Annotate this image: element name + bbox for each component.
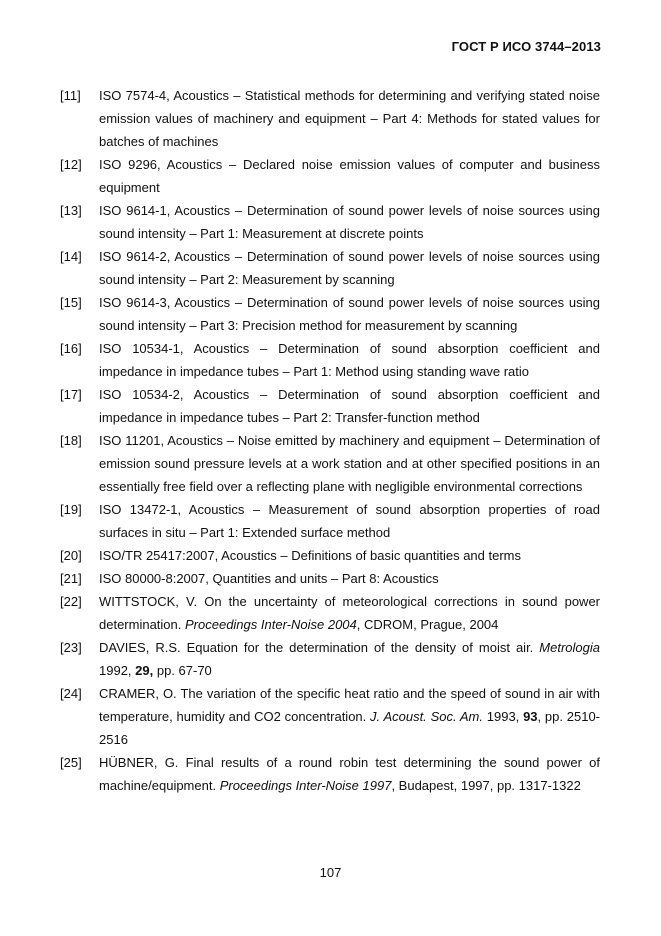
reference-segment: CRAMER, O. The variation of the specific heat ratio and the speed of sound in air with temperature, humidity and CO2 concentration. (99, 686, 600, 724)
reference-item (60, 498, 600, 544)
reference-number: [19] (60, 502, 82, 517)
reference-item (60, 636, 600, 682)
reference-text (99, 429, 600, 498)
reference-number: [13] (60, 203, 82, 218)
reference-number: [15] (60, 295, 82, 310)
reference-segment: ISO/TR 25417:2007, Acoustics – Definitions of basic quantities and terms (99, 548, 522, 563)
reference-text (99, 84, 600, 153)
reference-number: [22] (60, 594, 82, 609)
reference-item (60, 153, 600, 199)
reference-journal: Proceedings Inter-Noise 1997 (219, 778, 392, 793)
reference-number: [21] (60, 571, 82, 586)
reference-journal: Metrologia (539, 640, 600, 655)
reference-segment: ISO 10534-2, Acoustics – Determination of sound absorption coefficient and impedance in impedance tubes – Part 2: Transfer-function method (99, 387, 600, 425)
reference-segment: HÜBNER, G. Final results of a round robin test determining the sound power of machine/equipment. (99, 755, 600, 793)
reference-number: [12] (60, 157, 82, 172)
reference-item (60, 544, 600, 567)
reference-text (99, 383, 600, 429)
reference-item (60, 291, 600, 337)
reference-number: [14] (60, 249, 82, 264)
reference-segment: , pp. 2510-2516 (99, 709, 600, 747)
reference-segment: DAVIES, R.S. Equation for the determination of the density of moist air. (99, 640, 540, 655)
reference-item (60, 751, 600, 797)
reference-segment: ISO 9614-1, Acoustics – Determination of sound power levels of noise sources using sound intensity – Part 1: Measurement at discrete points (99, 203, 600, 241)
reference-item (60, 567, 600, 590)
reference-volume: 93 (523, 709, 538, 724)
reference-item (60, 682, 600, 751)
reference-item (60, 337, 600, 383)
reference-list (60, 84, 600, 797)
reference-item (60, 245, 600, 291)
reference-text (99, 498, 600, 544)
reference-item (60, 199, 600, 245)
reference-text (99, 567, 600, 590)
reference-number: [23] (60, 640, 82, 655)
reference-number: [25] (60, 755, 82, 770)
reference-number: [24] (60, 686, 82, 701)
reference-segment: ISO 10534-1, Acoustics – Determination of sound absorption coefficient and impedance in impedance tubes – Part 1: Method using standing wave ratio (99, 341, 600, 379)
reference-journal: J. Acoust. Soc. Am. (370, 709, 483, 724)
standard-header: ГОСТ Р ИСО 3744–2013 (451, 39, 601, 54)
reference-text (99, 337, 600, 383)
reference-segment: 1993, (482, 709, 524, 724)
reference-journal: Proceedings Inter-Noise 2004 (185, 617, 357, 632)
reference-text (99, 751, 600, 797)
reference-item (60, 383, 600, 429)
reference-segment: ISO 9614-3, Acoustics – Determination of sound power levels of noise sources using sound intensity – Part 3: Precision method for measurement by scanning (99, 295, 600, 333)
reference-number: [11] (60, 88, 81, 103)
reference-segment: ISO 13472-1, Acoustics – Measurement of sound absorption properties of road surfaces in situ – Part 1: Extended surface method (99, 502, 600, 540)
reference-text (99, 153, 600, 199)
reference-segment: 1992, (99, 663, 136, 678)
reference-segment: pp. 67-70 (153, 663, 212, 678)
reference-text (99, 636, 600, 682)
reference-segment: , CDROM, Prague, 2004 (356, 617, 499, 632)
reference-segment: ISO 9614-2, Acoustics – Determination of sound power levels of noise sources using sound intensity – Part 2: Measurement by scanning (99, 249, 600, 287)
reference-text (99, 245, 600, 291)
reference-text (99, 544, 600, 567)
reference-item (60, 590, 600, 636)
reference-number: [17] (60, 387, 82, 402)
reference-segment: ISO 9296, Acoustics – Declared noise emission values of computer and business equipment (99, 157, 600, 195)
reference-number: [16] (60, 341, 82, 356)
reference-segment: ISO 11201, Acoustics – Noise emitted by machinery and equipment – Determination of emission sound pressure levels at a work station and at other specified positions in an essentially free field over a reflecting plane with negligible environmental corrections (99, 433, 600, 494)
reference-segment: ISO 80000-8:2007, Quantities and units – Part 8: Acoustics (99, 571, 439, 586)
reference-volume: 29, (135, 663, 154, 678)
reference-text (99, 291, 600, 337)
reference-text (99, 590, 600, 636)
reference-text (99, 682, 600, 751)
reference-segment: ISO 7574-4, Acoustics – Statistical methods for determining and verifying stated noise emission values of machinery and equipment – Part 4: Methods for stated values for batches of machines (99, 88, 600, 149)
reference-item (60, 429, 600, 498)
reference-segment: WITTSTOCK, V. On the uncertainty of meteorological corrections in sound power determination. (99, 594, 600, 632)
reference-number: [20] (60, 548, 82, 563)
reference-segment: , Budapest, 1997, pp. 1317-1322 (391, 778, 581, 793)
page-number: 107 (319, 865, 342, 880)
reference-number: [18] (60, 433, 82, 448)
reference-text (99, 199, 600, 245)
reference-item (60, 84, 600, 153)
